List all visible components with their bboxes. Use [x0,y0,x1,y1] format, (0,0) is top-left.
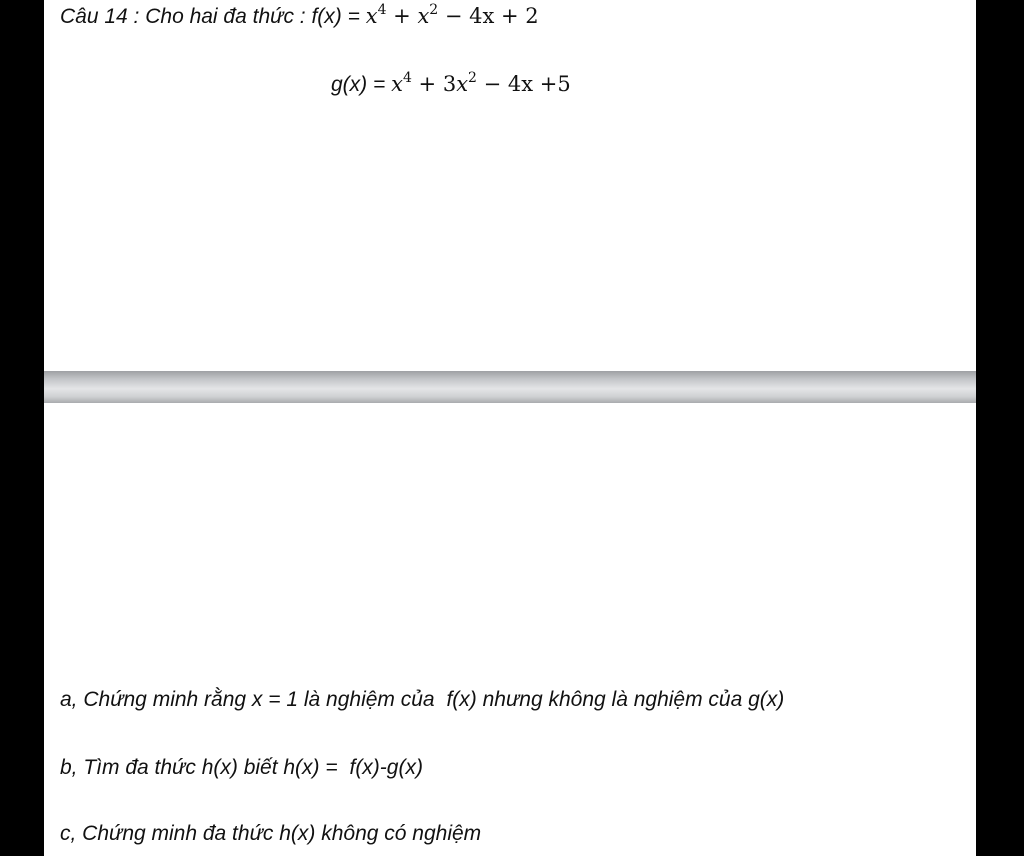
part-c-text: c, Chứng minh đa thức h(x) không có nghiệm [60,822,482,845]
g-exponent-1: 4 [402,70,412,86]
f-rest: − 4x + 2 [438,4,539,28]
g-exponent-2: 2 [468,70,477,86]
g-polynomial [391,72,571,96]
f-exponent-1: 4 [377,2,387,18]
document-page [44,0,976,856]
part-a-fx: f(x) [446,688,477,711]
f-exponent-2: 2 [429,2,439,18]
f-x-term-2: x [417,4,430,28]
g-operator-1: + 3 [411,72,457,96]
part-a-text-end: nhưng không là nghiệm của g(x) [476,688,785,711]
f-operator-1: + [386,4,418,28]
g-label: g(x) = [331,73,392,96]
g-x-term-2: x [456,72,469,96]
part-b [60,756,423,780]
part-a-text: a, Chứng minh rằng x = 1 là nghiệm của [60,688,441,711]
page-divider [44,371,976,403]
question-line-g [331,72,571,97]
question-line-f [60,4,539,29]
part-a [60,688,784,712]
f-x-term-1: x [365,4,378,28]
part-b-text: b, Tìm đa thức h(x) biết h(x) = [60,756,344,779]
part-c [60,822,481,846]
g-rest: − 4x +5 [476,72,571,96]
g-x-term-1: x [391,72,403,96]
f-polynomial [366,4,539,28]
part-b-expression: f(x)-g(x) [349,756,423,779]
question-intro: Câu 14 : Cho hai đa thức : f(x) = [60,5,366,28]
